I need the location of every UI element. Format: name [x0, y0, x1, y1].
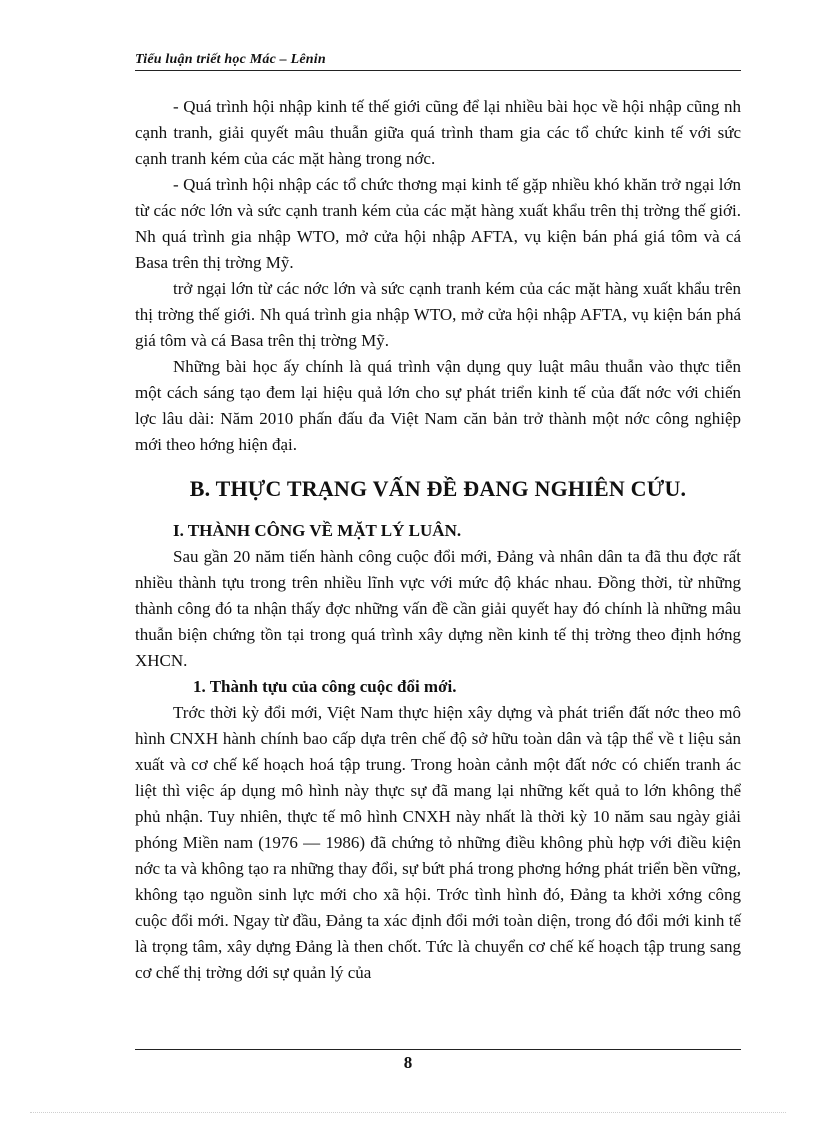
- header-title: Tiểu luận triết học Mác – Lênin: [135, 52, 326, 67]
- page-header: [135, 52, 741, 71]
- paragraph-trade-difficulties: - Quá trình hội nhập các tổ chức thơng mại kinh tế gặp nhiều khó khăn trở ngại lớn từ các nớc lớn và sức cạnh tranh kém của các mặt hàng xuất khẩu trên thị trờng thế giới. Nh quá trình gia nhập WTO, mở cửa hội nhập AFTA, vụ kiện bán phá giá tôm và cá Basa trên thị trờng Mỹ.: [135, 175, 741, 272]
- paragraph-twenty-years: Sau gần 20 năm tiến hành công cuộc đổi mới, Đảng và nhân dân ta đã thu đợc rất nhiều thành tựu trong trên nhiều lĩnh vực với mức độ khác nhau. Đồng thời, từ những thành công đó ta nhận thấy đợc những vấn đề cần giải quyết hay đó chính là những mâu thuẫn biện chứng tồn tại trong quá trình xây dựng nền kinh tế thị trờng theo định hớng XHCN.: [135, 547, 741, 670]
- paragraph-trade-difficulties-repeat: trở ngại lớn từ các nớc lớn và sức cạnh tranh kém của các mặt hàng xuất khẩu trên thị trờng thế giới. Nh quá trình gia nhập WTO, mở cửa hội nhập AFTA, vụ kiện bán phá giá tôm và cá Basa trên thị trờng Mỹ.: [135, 279, 741, 350]
- page-edge-divider: [30, 1112, 786, 1113]
- section-b-title: B. THỰC TRẠNG VẤN ĐỀ ĐANG NGHIÊN CỨU.: [189, 476, 687, 501]
- document-body: [135, 94, 741, 986]
- page-number: 8: [403, 1053, 413, 1072]
- heading-achievements: 1. Thành tựu của công cuộc đổi mới.: [193, 677, 457, 696]
- heading-theoretical-success: I. THÀNH CÔNG VỀ MẶT LÝ LUÂN.: [173, 521, 462, 540]
- footer-rule: [135, 1049, 741, 1050]
- paragraph-before-reform: Trớc thời kỳ đổi mới, Việt Nam thực hiện xây dựng và phát triển đất nớc theo mô hình CNXH hành chính bao cấp dựa trên chế độ sở hữu toàn dân và tập thể về t liệu sản xuất và cơ chế kế hoạch hoá tập trung. Trong hoàn cảnh một đất nớc có chiến tranh ác liệt thì việc áp dụng mô hình này thực sự đã mang lại những kết quả to lớn không thể phủ nhận. Tuy nhiên, thực tế mô hình CNXH này nhất là thời kỳ 10 năm sau ngày giải phóng Miền nam (1976 — 1986) đã chứng tỏ những điều không phù hợp với điều kiện nớc ta và không tạo ra những thay đổi, sự bứt phá trong phơng hớng phát triển bền vững, không tạo nguồn sinh lực mới cho xã hội. Trớc tình hình đó, Đảng ta khởi xớng công cuộc đổi mới. Ngay từ đầu, Đảng ta xác định đổi mới toàn diện, trong đó đổi mới kinh tế là trọng tâm, xây dựng Đảng là then chốt. Tức là chuyển cơ chế kế hoạch tập trung sang cơ chế thị trờng dới sự quản lý của: [135, 703, 741, 982]
- paragraph-lessons-integration: - Quá trình hội nhập kinh tế thế giới cũng để lại nhiều bài học về hội nhập cũng nh cạnh tranh, giải quyết mâu thuẫn giữa quá trình tham gia các tổ chức kinh tế với sức cạnh tranh kém của các mặt hàng trong nớc.: [135, 97, 741, 168]
- paragraph-lessons-application: Những bài học ấy chính là quá trình vận dụng quy luật mâu thuẫn vào thực tiễn một cách sáng tạo đem lại hiệu quả lớn cho sự phát triển kinh tế của đất nớc với chiến lợc lâu dài: Năm 2010 phấn đấu đa Việt Nam căn bản trở thành một nớc công nghiệp mới theo hớng hiện đại.: [135, 357, 741, 454]
